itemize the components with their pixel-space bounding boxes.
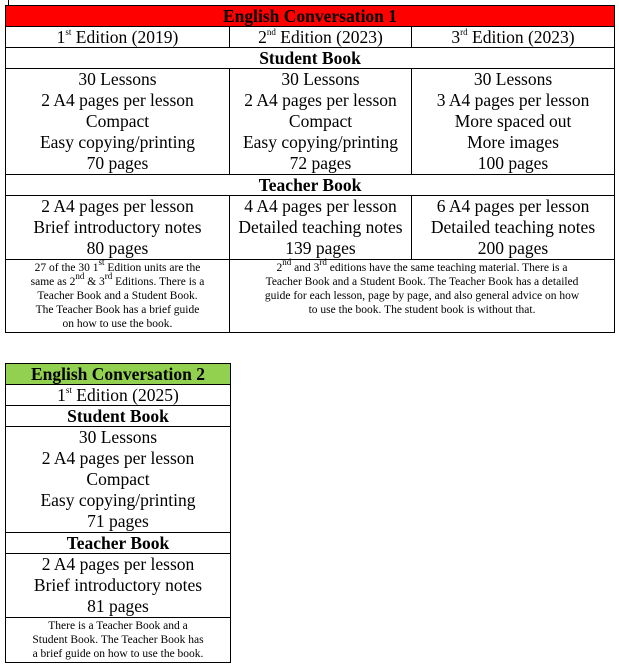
teacher-book-edition-2: 4 A4 pages per lesson Detailed teaching notes 139 pages [230,196,412,260]
english-conversation-2-table [5,363,231,663]
teacher-book-details: 2 A4 pages per lesson Brief introductory notes 81 pages [6,554,231,618]
edition-2-header: 2nd Edition (2023) [230,27,412,48]
edition-1-note: 27 of the 30 1st Edition units are the same as 2nd & 3rd Editions. There is a Teacher Book and a Student Book. The Teacher Book has a brief guide on how to use the book. [6,260,230,333]
student-book-header: Student Book [6,406,231,427]
student-book-row [6,69,615,175]
edition-3-header: 3rd Edition (2023) [412,27,615,48]
edition-1-header: 1st Edition (2025) [6,385,231,406]
table-title: English Conversation 1 [6,6,615,27]
teacher-book-edition-1: 2 A4 pages per lesson Brief introductory notes 80 pages [6,196,230,260]
teacher-book-header: Teacher Book [6,533,231,554]
edition-row [6,27,615,48]
teacher-book-edition-3: 6 A4 pages per lesson Detailed teaching notes 200 pages [412,196,615,260]
student-book-edition-1: 30 Lessons 2 A4 pages per lesson Compact Easy copying/printing 70 pages [6,69,230,175]
teacher-book-header: Teacher Book [6,175,615,196]
english-conversation-1-table [5,5,615,333]
student-book-edition-3: 30 Lessons 3 A4 pages per lesson More spaced out More images 100 pages [412,69,615,175]
notes-row [6,260,615,333]
teacher-book-row [6,196,615,260]
student-book-header: Student Book [6,48,615,69]
student-book-details: 30 Lessons 2 A4 pages per lesson Compact Easy copying/printing 71 pages [6,427,231,533]
editions-2-3-note: 2nd and 3rd editions have the same teaching material. There is a Teacher Book and a Student Book. The Teacher Book has a detailed guide for each lesson, page by page, and also general advice on how to use the book. The student book is without that. [230,260,615,333]
student-book-edition-2: 30 Lessons 2 A4 pages per lesson Compact Easy copying/printing 72 pages [230,69,412,175]
edition-note: There is a Teacher Book and a Student Book. The Teacher Book has a brief guide on how to use the book. [6,618,231,663]
edition-1-header: 1st Edition (2019) [6,27,230,48]
table-title: English Conversation 2 [6,364,231,385]
